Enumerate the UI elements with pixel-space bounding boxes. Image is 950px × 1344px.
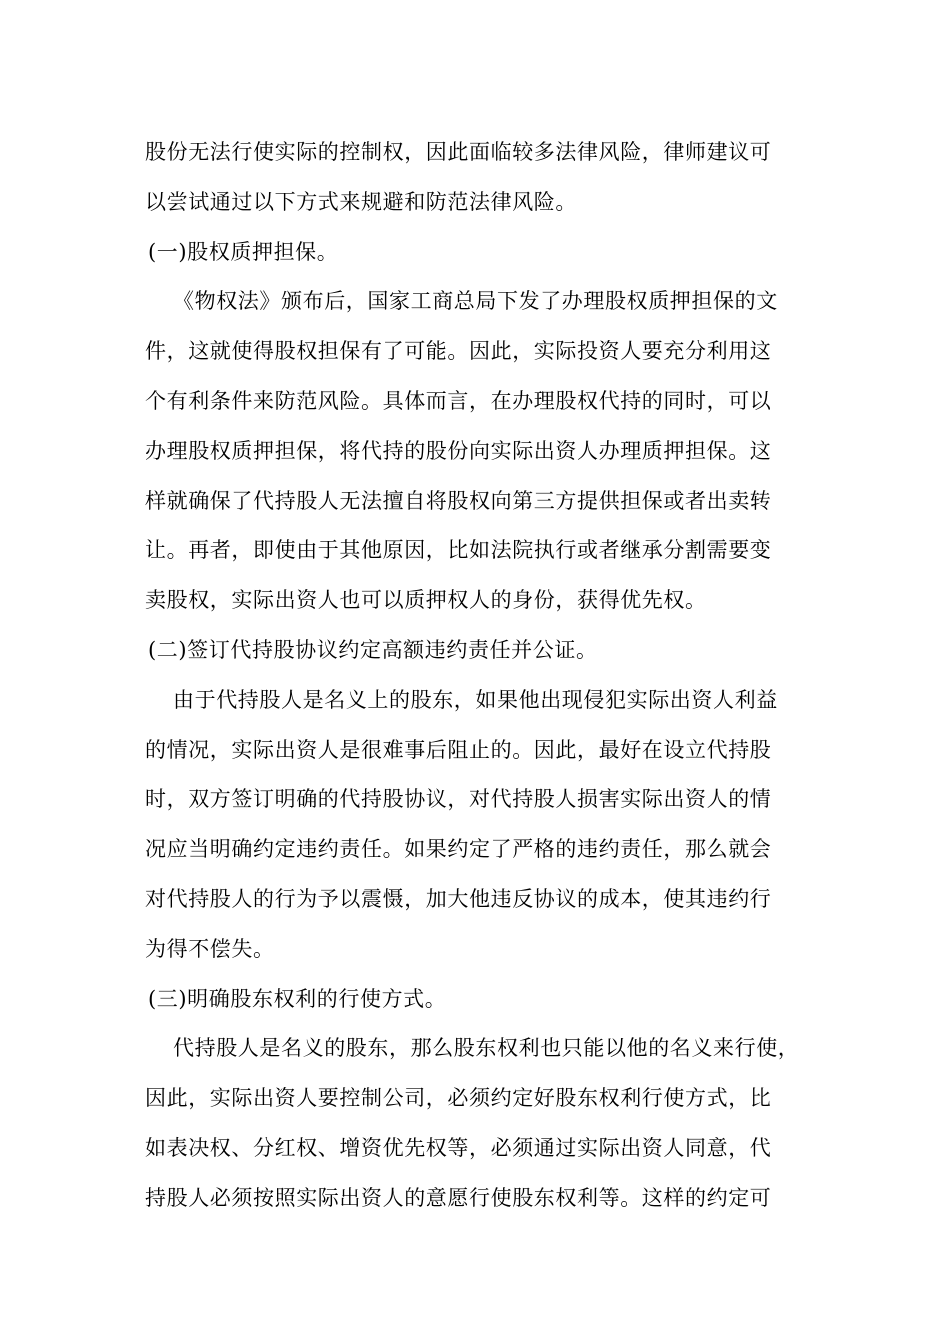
paragraph-line: 个有利条件来防范风险。具体而言，在办理股权代持的同时，可以 bbox=[145, 388, 772, 413]
paragraph-line: 对代持股人的行为予以震慑，加大他违反协议的成本，使其违约行 bbox=[145, 886, 772, 911]
section-heading-1: (一)股权质押担保。 bbox=[148, 239, 339, 264]
paragraph-line: 让。再者，即使由于其他原因，比如法院执行或者继承分割需要变 bbox=[145, 538, 772, 563]
paragraph-line: 的情况，实际出资人是很难事后阻止的。因此，最好在设立代持股 bbox=[145, 737, 772, 762]
paragraph-line: 如表决权、分红权、增资优先权等，必须通过实际出资人同意，代 bbox=[145, 1135, 772, 1160]
paragraph-line: 办理股权质押担保，将代持的股份向实际出资人办理质押担保。这 bbox=[145, 438, 772, 463]
paragraph-line: 股份无法行使实际的控制权，因此面临较多法律风险，律师建议可 bbox=[145, 140, 772, 164]
paragraph-line: 因此，实际出资人要控制公司，必须约定好股东权利行使方式，比 bbox=[145, 1086, 772, 1111]
section-heading-3: (三)明确股东权利的行使方式。 bbox=[148, 986, 447, 1011]
paragraph-line: 代持股人是名义的股东，那么股东权利也只能以他的名义来行使， bbox=[173, 1036, 800, 1061]
paragraph-line: 况应当明确约定违约责任。如果约定了严格的违约责任，那么就会 bbox=[145, 837, 772, 862]
paragraph-line: 样就确保了代持股人无法擅自将股权向第三方提供担保或者出卖转 bbox=[145, 488, 772, 513]
body-text bbox=[145, 128, 810, 1224]
paragraph-line: 时，双方签订明确的代持股协议，对代持股人损害实际出资人的情 bbox=[145, 787, 772, 812]
paragraph-line: 为得不偿失。 bbox=[145, 936, 275, 961]
paragraph-line: 卖股权，实际出资人也可以质押权人的身份，获得优先权。 bbox=[145, 588, 707, 613]
paragraph-line: 由于代持股人是名义上的股东，如果他出现侵犯实际出资人利益 bbox=[173, 687, 778, 712]
paragraph-line: 以尝试通过以下方式来规避和防范法律风险。 bbox=[145, 189, 577, 214]
section-heading-2: (二)签订代持股协议约定高额违约责任并公证。 bbox=[148, 637, 598, 662]
paragraph-line: 件，这就使得股权担保有了可能。因此，实际投资人要充分利用这 bbox=[145, 339, 772, 364]
paragraph-line: 《物权法》颁布后，国家工商总局下发了办理股权质押担保的文 bbox=[173, 289, 778, 314]
paragraph-line: 持股人必须按照实际出资人的意愿行使股东权利等。这样的约定可 bbox=[145, 1185, 772, 1210]
